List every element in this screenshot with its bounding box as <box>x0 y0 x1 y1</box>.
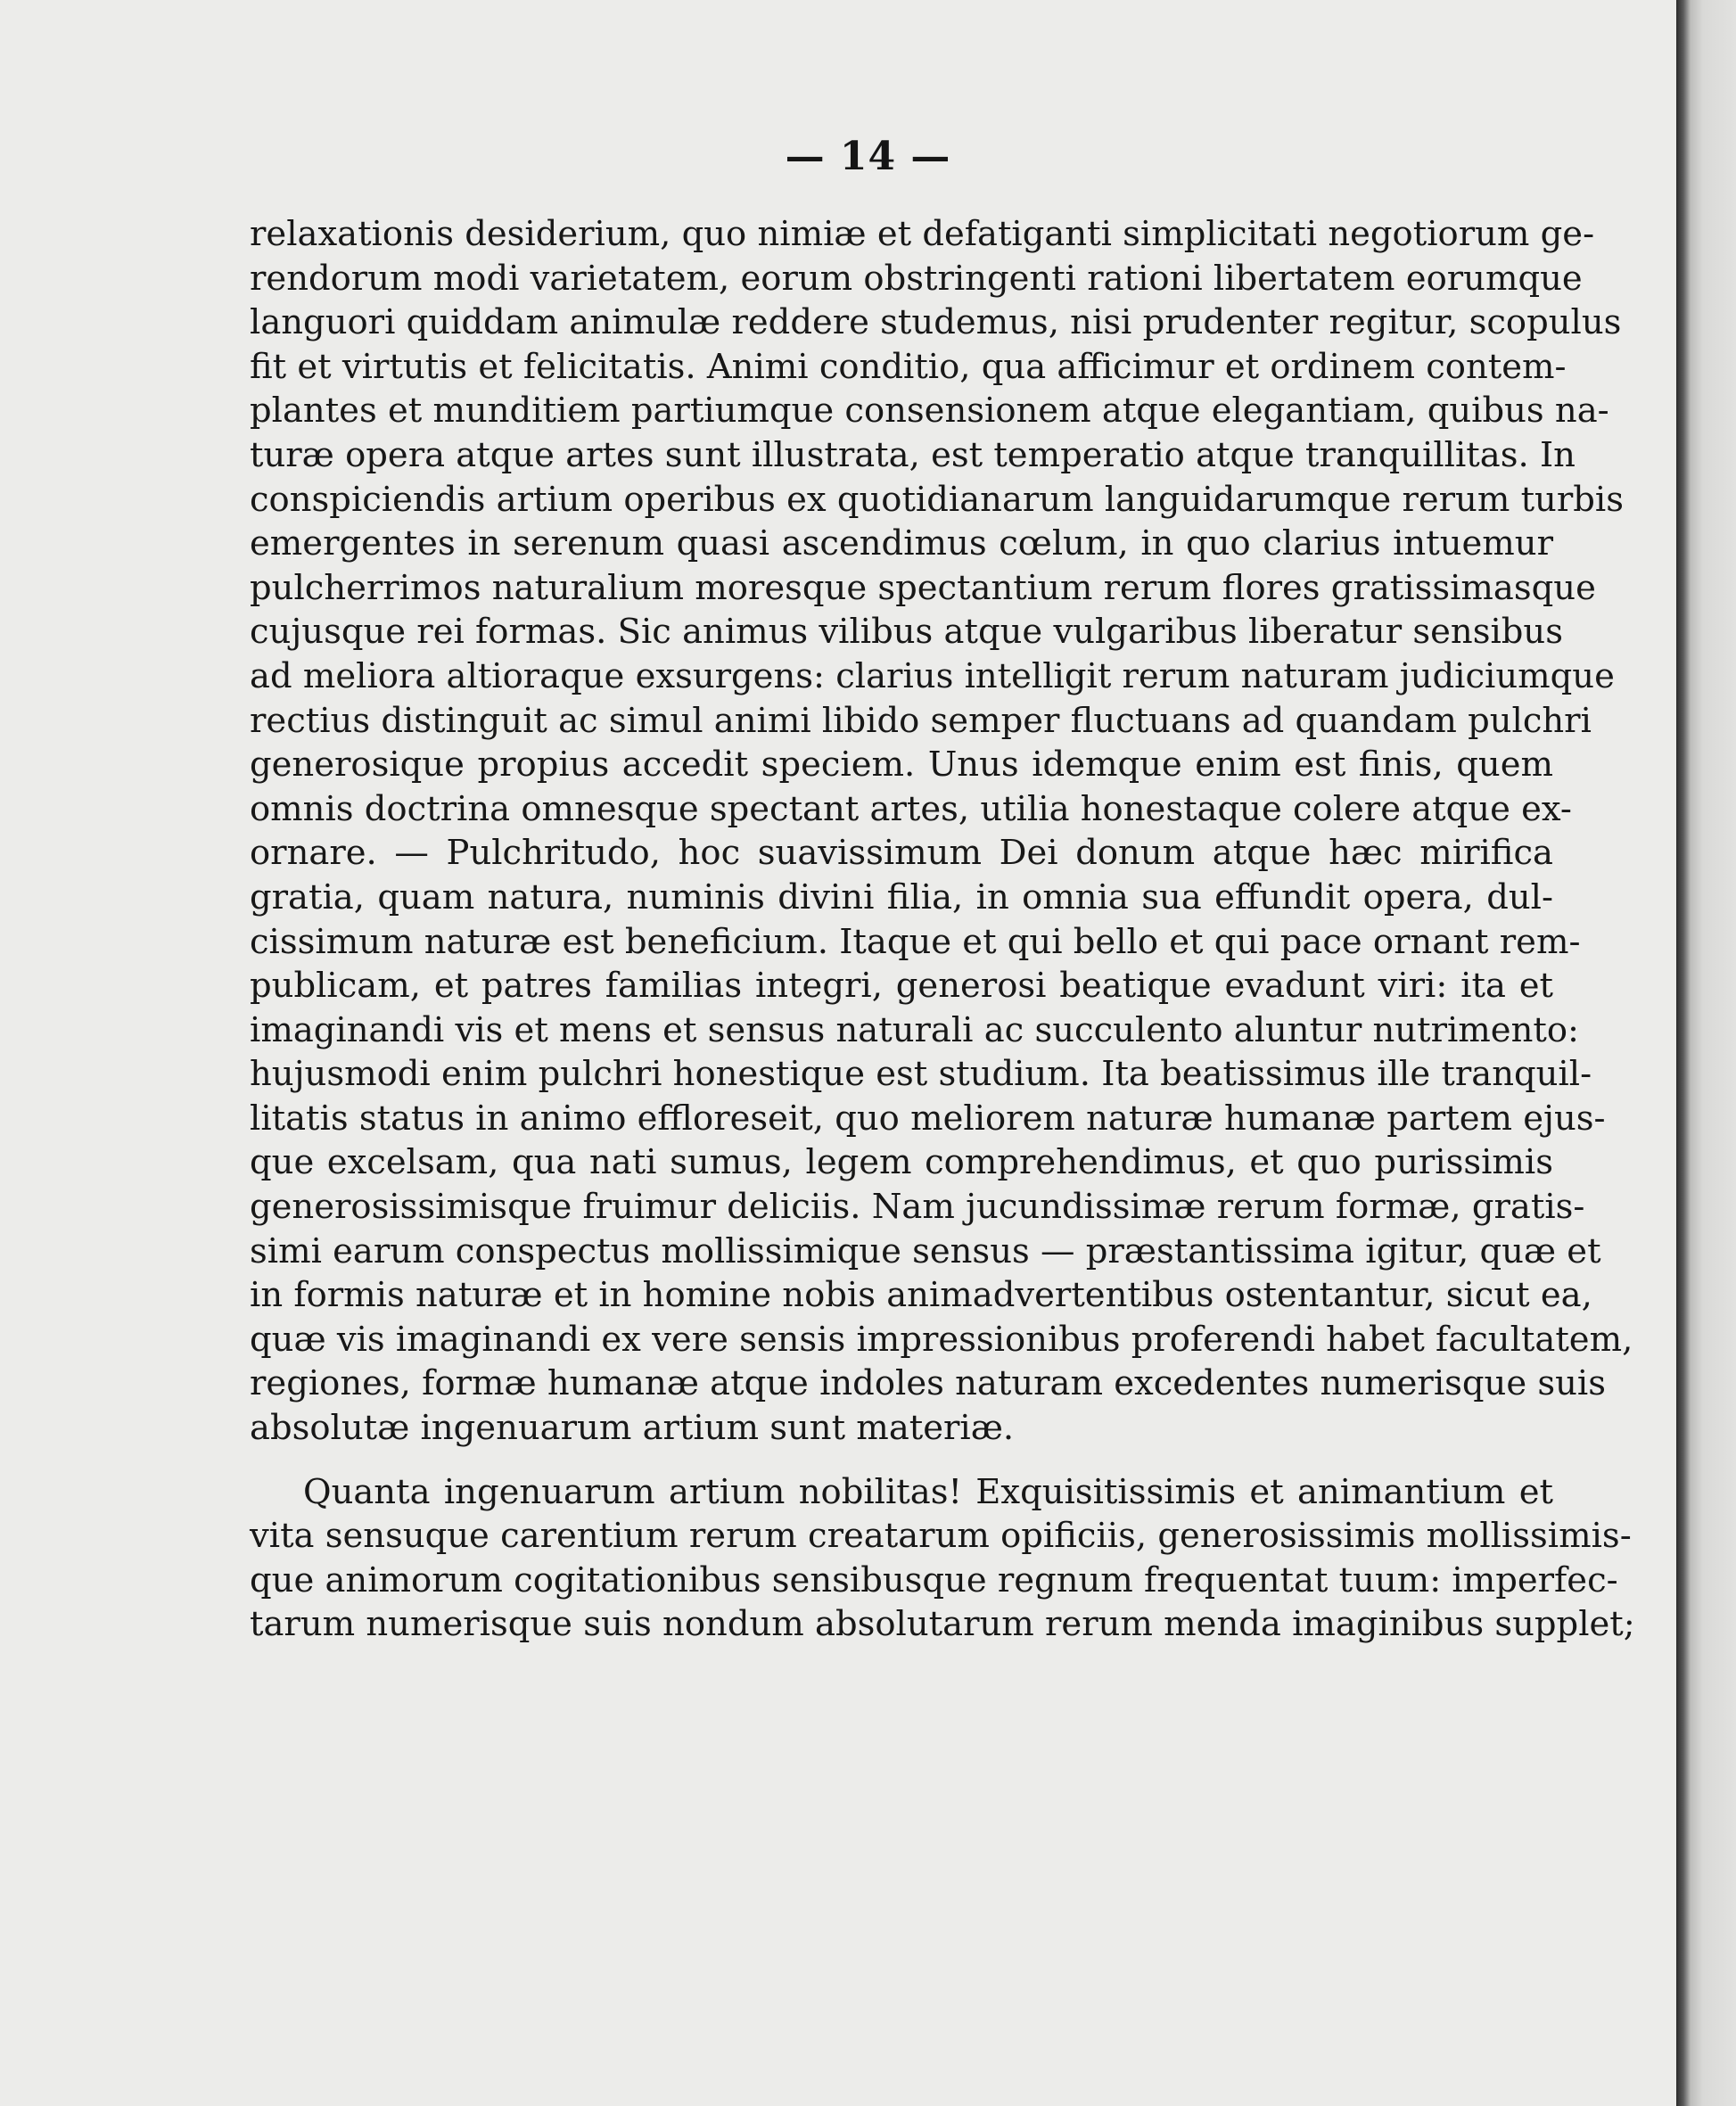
text-line: simi earum conspectus mollissimique sensus — præstantissima igitur, quæ et <box>250 1230 1601 1271</box>
text-line: litatis status in animo effloreseit, quo meliorem naturæ humanæ partem ejus- <box>250 1098 1606 1139</box>
text-line: turæ opera atque artes sunt illustrata, est temperatio atque tranquillitas. In <box>250 434 1576 475</box>
text-line: gratia, quam natura, numinis divini filia, in omnia sua effundit opera, dul- <box>250 876 1553 917</box>
text-line: pulcherrimos naturalium moresque spectantium rerum flores gratissimasque <box>250 567 1596 608</box>
text-line: omnis doctrina omnesque spectant artes, utilia honestaque colere atque ex- <box>250 788 1572 829</box>
text-line: relaxationis desiderium, quo nimiæ et defatiganti simplicitati negotiorum ge- <box>250 214 1595 254</box>
text-line: generosique propius accedit speciem. Unus idemque enim est finis, quem <box>250 745 1553 786</box>
text-line: generosissimisque fruimur deliciis. Nam jucundissimæ rerum formæ, gratis- <box>250 1187 1585 1228</box>
text-line: fit et virtutis et felicitatis. Animi conditio, qua afficimur et ordinem contem- <box>250 346 1567 387</box>
text-line: que excelsam, qua nati sumus, legem comprehendimus, et quo purissimis <box>250 1142 1553 1183</box>
text-line: imaginandi vis et mens et sensus naturali ac succulento aluntur nutrimento: <box>250 1009 1579 1050</box>
text-line: que animorum cogitationibus sensibusque regnum frequentat tuum: imperfec- <box>250 1559 1618 1600</box>
text-line: plantes et munditiem partiumque consensionem atque elegantiam, quibus na- <box>250 391 1609 432</box>
text-line: publicam, et patres familias integri, generosi beatique evadunt viri: ita et <box>250 966 1553 1007</box>
text-line: cujusque rei formas. Sic animus vilibus atque vulgaribus liberatur sensibus <box>250 612 1563 653</box>
text-line: tarum numerisque suis nondum absolutarum rerum menda imaginibus supplet; <box>250 1604 1635 1645</box>
text-line: Quanta ingenuarum artium nobilitas! Exquisitissimis et animantium et <box>303 1471 1553 1512</box>
text-line: languori quiddam animulæ reddere studemus, nisi prudenter regitur, scopulus <box>250 302 1622 343</box>
text-line: ad meliora altioraque exsurgens: clarius intelligit rerum naturam judiciumque <box>250 655 1615 696</box>
text-line: regiones, formæ humanæ atque indoles naturam excedentes numerisque suis <box>250 1363 1606 1404</box>
text-line: cissimum naturæ est beneficium. Itaque et qui bello et qui pace ornant rem- <box>250 921 1581 962</box>
text-line: absolutæ ingenuarum artium sunt materiæ. <box>250 1408 1015 1449</box>
next-page-edge <box>1676 0 1736 2106</box>
text-line: ornare. — Pulchritudo, hoc suavissimum Dei donum atque hæc mirifica <box>250 833 1553 874</box>
paragraph-2 <box>250 1470 1635 1647</box>
paragraph-1 <box>250 212 1633 1451</box>
page-number: — 14 — <box>785 134 951 179</box>
body-text <box>250 212 1635 1647</box>
text-line: emergentes in serenum quasi ascendimus cœlum, in quo clarius intuemur <box>250 523 1553 564</box>
text-line: hujusmodi enim pulchri honestique est studium. Ita beatissimus ille tranquil- <box>250 1054 1592 1095</box>
text-line: rectius distinguit ac simul animi libido semper fluctuans ad quandam pulchri <box>250 700 1592 741</box>
text-line: in formis naturæ et in homine nobis animadvertentibus ostentantur, sicut ea, <box>250 1275 1592 1316</box>
text-line: vita sensuque carentium rerum creatarum opificiis, generosissimis mollissimis- <box>250 1516 1632 1557</box>
text-line: quæ vis imaginandi ex vere sensis impressionibus proferendi habet facultatem, <box>250 1319 1633 1360</box>
text-line: conspiciendis artium operibus ex quotidianarum languidarumque rerum turbis <box>250 479 1624 520</box>
text-line: rendorum modi varietatem, eorum obstringenti rationi libertatem eorumque <box>250 258 1583 299</box>
